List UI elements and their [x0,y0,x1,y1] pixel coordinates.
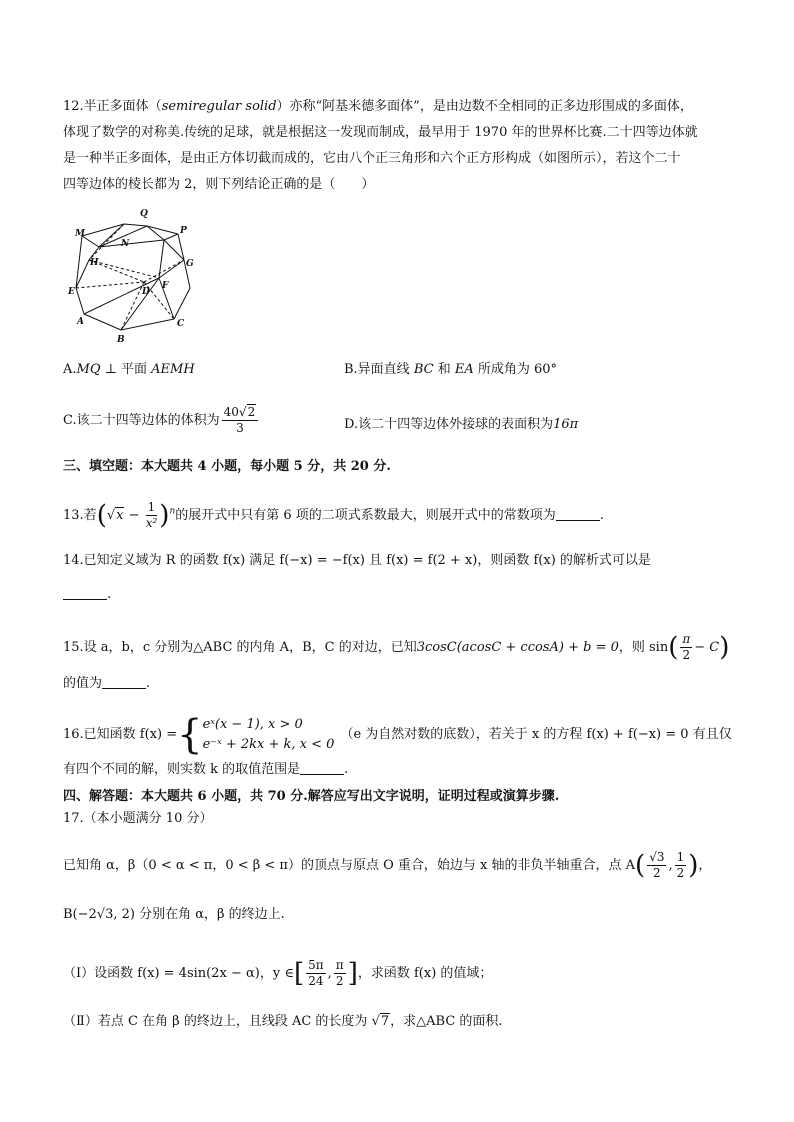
q15-line-1: 15.设 a，b，c 分别为△ABC 的内角 A，B，C 的对边，已知3cosC(acosC + ccosA) + b = 0，则 sin( $\frac{\pi}{2}$ − C) [63,632,730,663]
section-4-heading: 四、解答题：本大题共 6 小题，共 70 分.解答应写出文字说明，证明过程或演算步骤. [63,789,560,804]
q12-option-c: C.该二十四等边体的体积为 $\frac{40√2}{3}$ [63,405,260,436]
q17-line-2: B(−2√3, 2) 分别在角 α，β 的终边上. [63,907,285,922]
q12-option-b: B.异面直线 BC 和 EA 所成角为 60° [344,362,558,377]
q16-answer-blank[interactable] [300,760,344,775]
label-M: M [75,229,85,239]
label-H: H [90,258,99,268]
label-C: C [177,319,185,329]
q13-answer-blank[interactable] [556,506,600,521]
label-N: N [121,239,130,249]
label-B: B [117,335,125,345]
q17-part-2: （Ⅱ）若点 C 在角 β 的终边上，且线段 AC 的长度为 √7，求△ABC 的面积. [63,1014,503,1029]
q13: 13.若(√x − $\frac{1}{\text{x²}}$ )$^n$的展开式中只有第 6 项的二项式系数最大，则展开式中的常数项为 . [63,500,604,531]
q16-line-2: 有四个不同的解，则实数 k 的取值范围是 . [63,762,349,777]
q16-line-1: 16.已知函数 f(x) ={ eˣ(x − 1), x > 0 e⁻ˣ + 2kx + k, x < 0 （e 为自然对数的底数），若关于 x 的方程 f(x) + f(−x) = 0 有且仅 [63,712,732,758]
q17-part-1: （Ⅰ）设函数 f(x) = 4sin(2x − α)，y ∈[ $\frac{5\pi}{24}$ , $\frac{\pi}{2}$ ]，求函数 f(x) 的值域； [63,958,493,989]
q12-line-1: 12.半正多面体（semiregular solid）亦称“阿基米德多面体”，是由边数不全相同的正多边形围成的多面体， [63,99,693,114]
label-D: D [142,287,150,297]
label-F: F [162,281,169,291]
q12-option-a: A.MQ ⊥ 平面 AEMH [63,362,195,377]
label-E: E [68,287,75,297]
q12-line-3: 是一种半正多面体，是由正方体切截而成的，它由八个正三角形和六个正方形构成（如图所示），若这个二十 [63,151,681,166]
q14-line-1: 14.已知定义域为 R 的函数 f(x) 满足 f(−x) = −f(x) 且 f(x) = f(2 + x)，则函数 f(x) 的解析式可以是 [63,553,651,568]
q12-line-2: 体现了数学的对称美.传统的足球，就是根据这一发现而制成，最早用于 1970 年的世界杯比赛.二十四等边体就 [63,125,698,140]
q12-line-4: 四等边体的棱长都为 2，则下列结论正确的是（ ） [63,177,375,192]
q12-option-d: D.该二十四等边体外接球的表面积为16π [344,417,579,432]
label-G: G [186,259,194,269]
label-Q: Q [140,209,148,219]
q15-line-2: 的值为 . [63,676,151,691]
q17-line-1: 已知角 α，β（0 < α < π，0 < β < π）的顶点与原点 O 重合，始边与 x 轴的非负半轴重合，点 A( $\frac{√3}{2}$ , $\frac{1}{2}$ )， [63,850,712,881]
q17-title: 17.（本小题满分 10 分） [63,811,213,826]
q14-answer-blank[interactable] [63,585,107,600]
section-3-heading: 三、填空题：本大题共 4 小题，每小题 5 分，共 20 分. [63,459,391,474]
label-A: A [77,317,84,327]
q14-line-2: . [63,585,760,605]
polyhedron-figure [60,202,210,348]
q15-answer-blank[interactable] [102,674,146,689]
label-P: P [180,226,187,236]
